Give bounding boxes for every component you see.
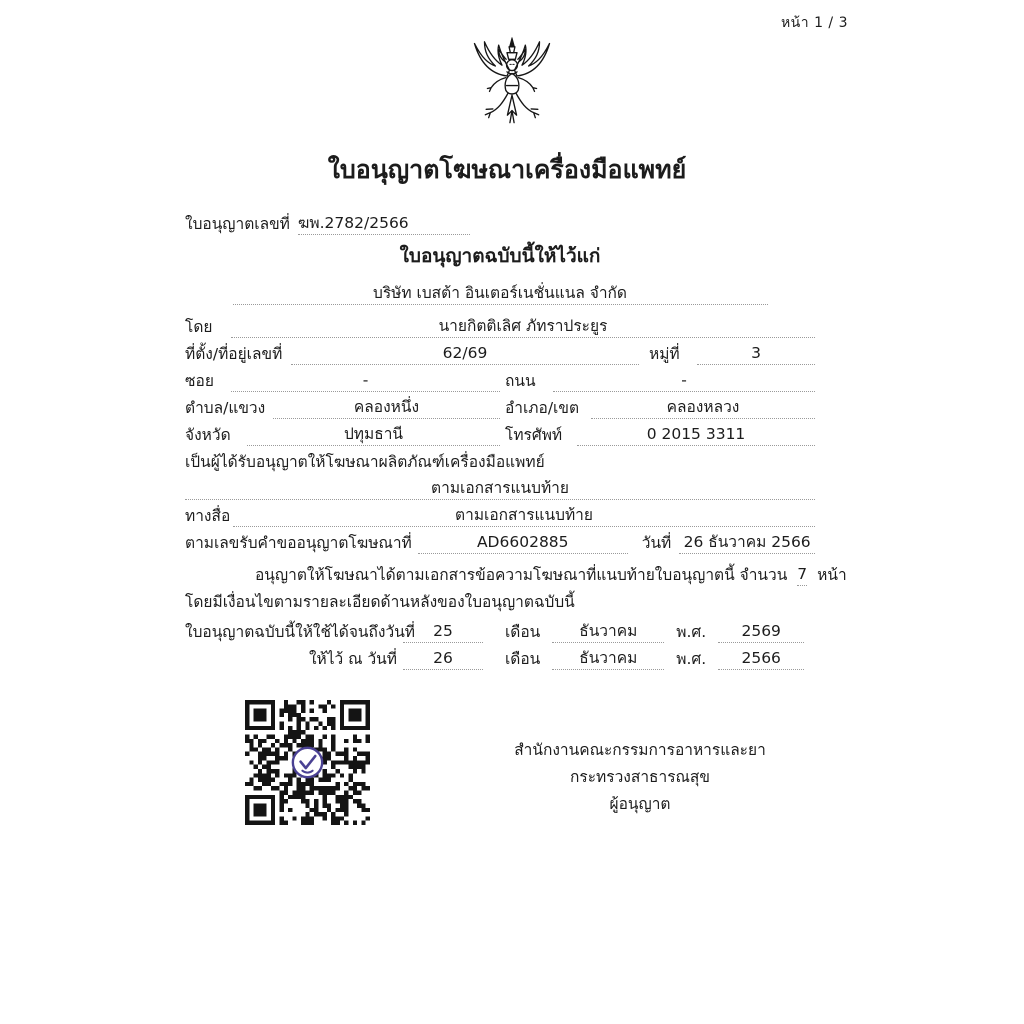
subdistrict-district-row <box>185 392 815 419</box>
valid-until-label: ใบอนุญาตฉบับนี้ให้ใช้ได้จนถึงวันที่ <box>185 623 416 641</box>
media-row <box>185 500 815 527</box>
company-name-row <box>185 278 815 305</box>
application-no-label: ตามเลขรับคำขออนุญาตโฆษณาที่ <box>185 534 412 552</box>
application-no-value: AD6602885 <box>418 531 628 554</box>
license-number-label: ใบอนุญาตเลขที่ <box>185 215 290 233</box>
application-row <box>185 527 815 554</box>
pages-count-value: 7 <box>797 563 807 586</box>
phone-value: 0 2015 3311 <box>577 423 815 446</box>
road-label: ถนน <box>505 372 536 390</box>
issued-month-label: เดือน <box>505 650 541 668</box>
approval-row <box>185 559 847 586</box>
license-number-value: ฆพ.2782/2566 <box>298 212 470 235</box>
by-value: นายกิตติเลิศ ภัทราประยูร <box>231 315 815 338</box>
province-phone-row <box>185 419 815 446</box>
issued-year: 2566 <box>718 647 804 670</box>
license-form <box>185 208 847 670</box>
media-value: ตามเอกสารแนบท้าย <box>233 504 815 527</box>
valid-until-era-label: พ.ศ. <box>676 623 707 641</box>
application-date-label: วันที่ <box>641 534 672 552</box>
issuer-org: สำนักงานคณะกรรมการอาหารและยา <box>514 741 766 759</box>
issued-era-label: พ.ศ. <box>676 650 707 668</box>
address-number-value: 62/69 <box>291 342 639 365</box>
valid-until-row <box>185 616 815 643</box>
address-number-row <box>185 338 815 365</box>
address-number-label: ที่ตั้ง/ที่อยู่เลขที่ <box>185 345 283 363</box>
valid-until-month: ธันวาคม <box>552 620 664 643</box>
subdistrict-value: คลองหนึ่ง <box>273 396 500 419</box>
soi-value: - <box>231 369 500 392</box>
issuer-role: ผู้อนุญาต <box>609 795 671 813</box>
issued-day: 26 <box>403 647 483 670</box>
product-value: ตามเอกสารแนบท้าย <box>185 477 815 500</box>
by-label: โดย <box>185 318 213 336</box>
soi-label: ซอย <box>185 372 214 390</box>
valid-until-year: 2569 <box>718 620 804 643</box>
qr-code <box>245 700 370 825</box>
pages-unit-label: หน้า <box>817 566 847 584</box>
license-number-row <box>185 208 815 235</box>
district-value: คลองหลวง <box>591 396 815 419</box>
approval-statement: อนุญาตให้โฆษณาได้ตามเอกสารข้อความโฆษณาที่แนบท้ายใบอนุญาตนี้ จำนวน <box>255 566 788 584</box>
issuer-signature-block <box>495 737 785 818</box>
media-label: ทางสื่อ <box>185 507 231 525</box>
district-label: อำเภอ/เขต <box>505 399 580 417</box>
permit-statement-row <box>185 446 815 473</box>
issued-to-heading: ใบอนุญาตฉบับนี้ให้ไว้แก่ <box>399 245 601 267</box>
document-title: ใบอนุญาตโฆษณาเครื่องมือแพทย์ <box>327 155 687 184</box>
valid-until-day: 25 <box>403 620 483 643</box>
issuer-ministry: กระทรวงสาธารณสุข <box>570 768 710 786</box>
moo-label: หมู่ที่ <box>649 345 680 363</box>
province-label: จังหวัด <box>185 426 231 444</box>
valid-until-month-label: เดือน <box>505 623 541 641</box>
garuda-emblem-icon <box>462 36 562 146</box>
issued-on-label: ให้ไว้ ณ วันที่ <box>308 650 397 668</box>
page-number: หน้า 1 / 3 <box>780 15 848 31</box>
conditions-statement: โดยมีเงื่อนไขตามรายละเอียดด้านหลังของใบอนุญาตฉบับนี้ <box>185 593 575 611</box>
moo-value: 3 <box>697 342 815 365</box>
subdistrict-label: ตำบล/แขวง <box>185 399 266 417</box>
permit-statement: เป็นผู้ได้รับอนุญาตให้โฆษณาผลิตภัณฑ์เครื่องมือแพทย์ <box>185 453 545 471</box>
road-value: - <box>553 369 815 392</box>
application-date-value: 26 ธันวาคม 2566 <box>679 531 815 554</box>
product-row <box>185 473 815 500</box>
issued-month: ธันวาคม <box>552 647 664 670</box>
issued-on-row <box>185 643 815 670</box>
by-row <box>185 311 815 338</box>
company-name-value: บริษัท เบสต้า อินเตอร์เนชั่นแนล จำกัด <box>233 282 768 305</box>
phone-label: โทรศัพท์ <box>505 426 563 444</box>
province-value: ปทุมธานี <box>247 423 500 446</box>
conditions-row <box>185 586 815 613</box>
soi-road-row <box>185 365 815 392</box>
